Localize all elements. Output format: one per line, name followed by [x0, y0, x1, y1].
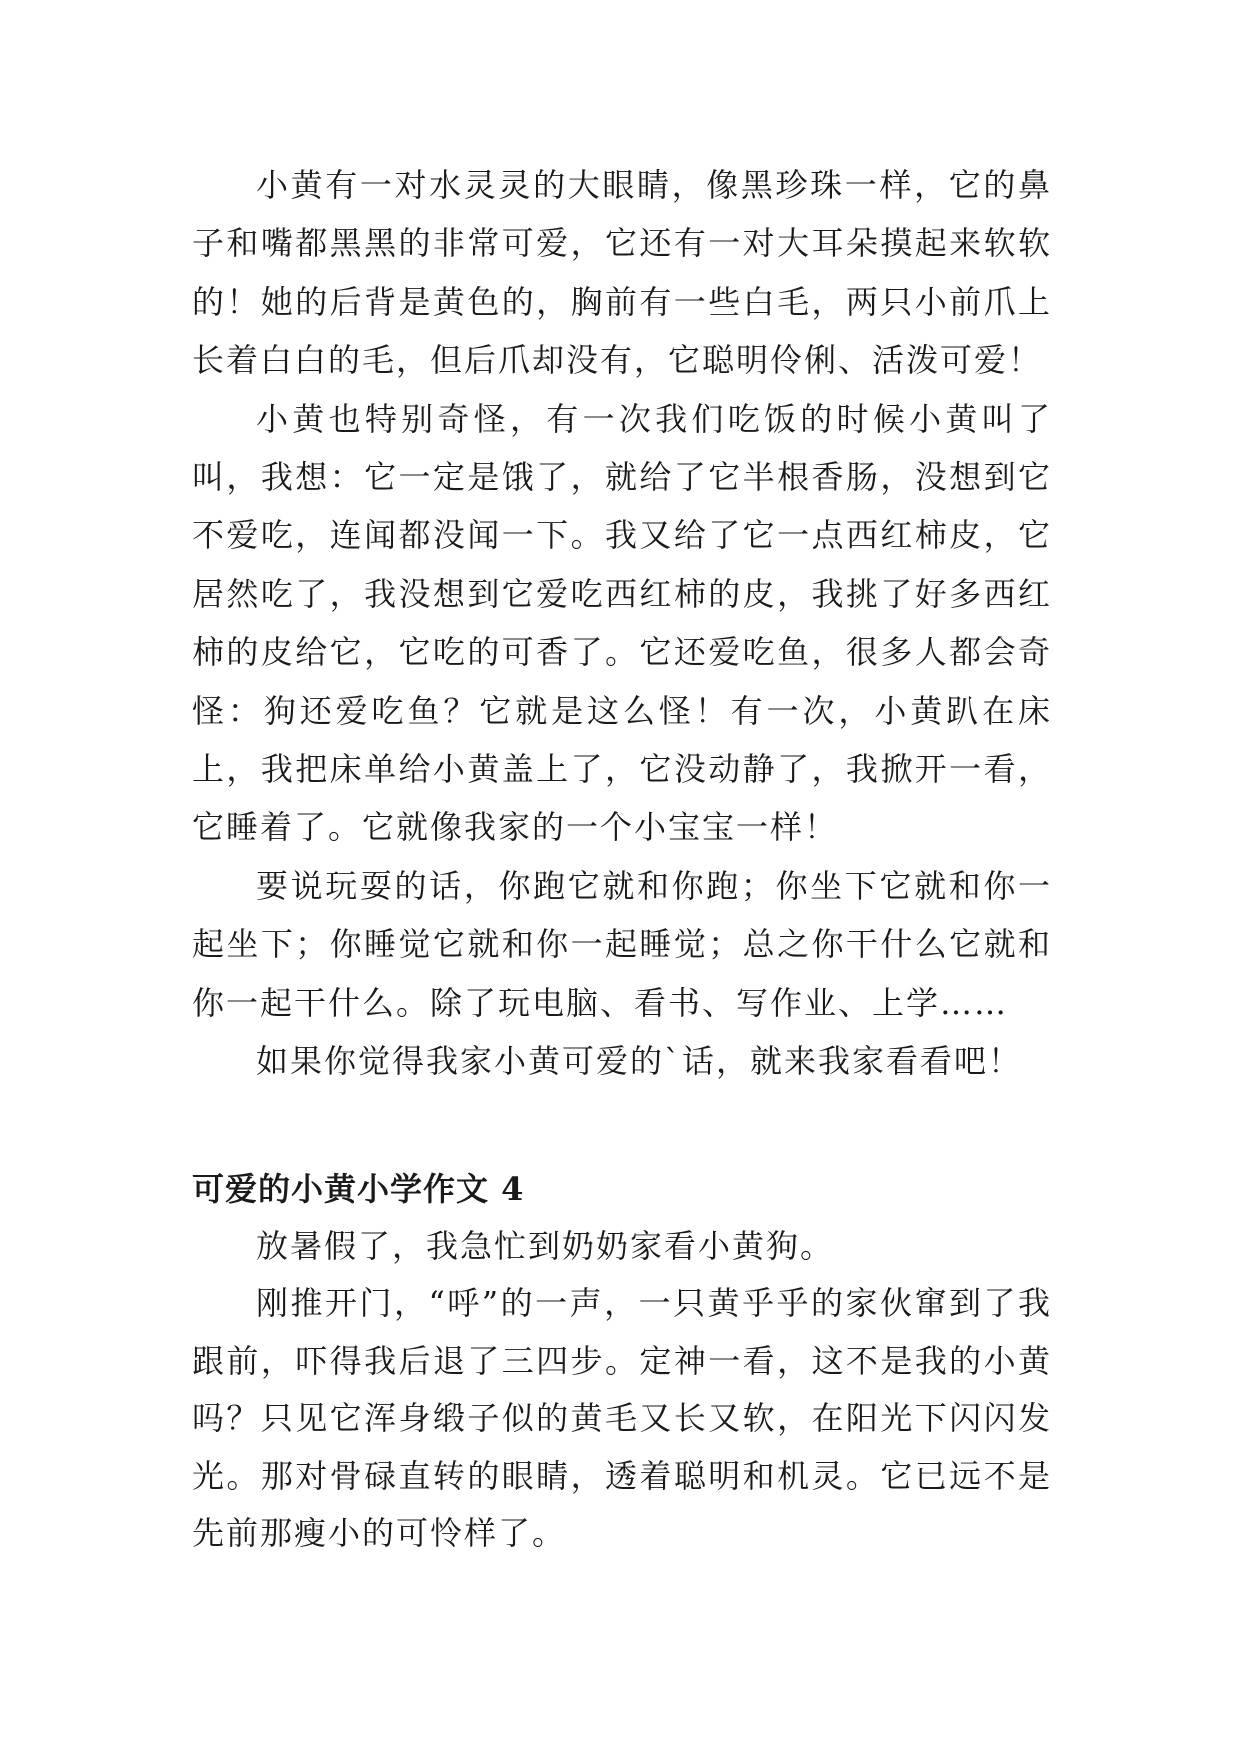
- document-body: [192, 156, 1052, 1563]
- section-title: 可爱的小黄小学作文 4: [192, 1169, 525, 1208]
- essay-4-body: [192, 1218, 1052, 1563]
- paragraph-invitation: 如果你觉得我家小黄可爱的`话，就来我家看看吧！: [256, 1042, 1023, 1081]
- essay-3-continuation: [192, 156, 1052, 1091]
- paragraph-first-meeting: 刚推开门，“呼”的一声，一只黄乎乎的家伙窜到了我跟前，吓得我后退了三四步。定神一看，这不是我的小黄吗？只见它浑身缎子似的黄毛又长又软，在阳光下闪闪发光。那对骨碌直转的眼睛，透着聪明和机灵。它已远不是先前那瘦小的可怜样了。: [192, 1284, 1052, 1552]
- paragraph-summer-vacation: 放暑假了，我急忙到奶奶家看小黄狗。: [256, 1226, 835, 1265]
- section-gap: [192, 1091, 1052, 1160]
- paragraph-appearance: 小黄有一对水灵灵的大眼睛，像黑珍珠一样，它的鼻子和嘴都黑黑的非常可爱，它还有一对大耳朵摸起来软软的！她的后背是黄色的，胸前有一些白毛，两只小前爪上长着白白的毛，但后爪却没有，它聪明伶俐、活泼可爱！: [192, 166, 1052, 380]
- paragraph-odd-habits: 小黄也特别奇怪，有一次我们吃饭的时候小黄叫了叫，我想：它一定是饿了，就给了它半根香肠，没想到它不爱吃，连闻都没闻一下。我又给了它一点西红柿皮，它居然吃了，我没想到它爱吃西红柿的皮，我挑了好多西红柿的皮给它，它吃的可香了。它还爱吃鱼，很多人都会奇怪：狗还爱吃鱼？它就是这么怪！有一次，小黄趴在床上，我把床单给小黄盖上了，它没动静了，我掀开一看，它睡着了。它就像我家的一个小宝宝一样！: [192, 399, 1052, 847]
- paragraph-playing: 要说玩耍的话，你跑它就和你跑；你坐下它就和你一起坐下；你睡觉它就和你一起睡觉；总之你干什么它就和你一起干什么。除了玩电脑、看书、写作业、上学……: [192, 866, 1052, 1022]
